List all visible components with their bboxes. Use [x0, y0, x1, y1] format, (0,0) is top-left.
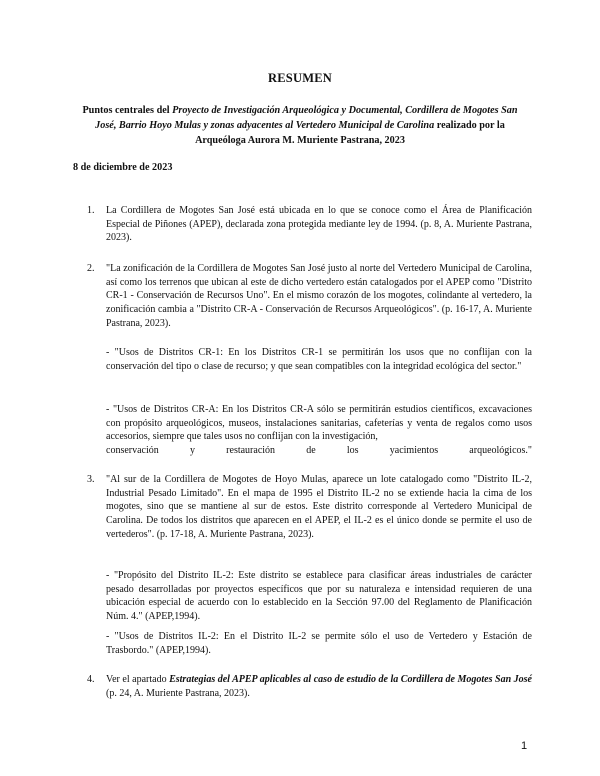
document-subtitle	[78, 103, 522, 148]
page-title: RESUMEN	[268, 71, 332, 85]
page-number: 1	[521, 740, 528, 752]
item-text: La Cordillera de Mogotes San José está ubicada en lo que se conoce como el Área de Planificación Especial de Piñones (APEP), declarada zona protegida mediante ley de 1994. (p. 8, A. Muriente Pastrana, 2023).	[106, 205, 532, 244]
item-text: "La zonificación de la Cordillera de Mogotes San José justo al norte del Vertedero Municipal de Carolina, así como los terrenos que ubican al este de dicho vertedero están catalogados por el APEP como "Distrito CR-1 - Conservación de Recursos Uno". En el mismo corazón de los mogotes, colindante al vertedero, la zonificación cambia a "Distrito CR-A - Conservación de Recursos Arqueológicos". (p. 16-17, A. Muriente Pastrana, 2023).	[106, 263, 532, 329]
subtitle-prefix: Puntos centrales del	[82, 105, 173, 116]
item-quote: - "Propósito del Distrito IL-2: Este distrito se establece para clasificar áreas industriales de carácter pesado desarrolladas por proyectos específicos que por su naturaleza e intensidad requieren de una ubicación especial de acuerdo con lo establecido en la Sección 97.00 del Reglamento de Planificación Núm. 4." (APEP,1994).	[106, 570, 532, 623]
document-date: 8 de diciembre de 2023	[73, 162, 173, 173]
quote-last-line: conservación y restauración de los yacimientos arqueológicos."	[106, 445, 532, 457]
quote-main: - "Usos de Distritos CR-A: En los Distritos CR-A sólo se permitirán estudios científicos, excavaciones con propósito arqueológicos, museos, instalaciones sanitarias, cafeterías y venta de regalos como usos accesorios, siempre que tales usos no conflijan con la investigación,	[106, 404, 532, 443]
subtitle-suffix: realizado por la Arqueóloga Aurora M. Muriente Pastrana, 2023	[195, 120, 505, 146]
item-section-reference: Estrategias del APEP aplicables al caso de estudio de la Cordillera de Mogotes San José	[169, 674, 532, 685]
item-suffix: (p. 24, A. Muriente Pastrana, 2023).	[106, 687, 250, 699]
item-prefix: Ver el apartado	[106, 674, 170, 685]
item-text: "Al sur de la Cordillera de Mogotes de Hoyo Mulas, aparece un lote catalogado como "Distrito IL-2, Industrial Pesado Limitado". En el mapa de 1995 el Distrito IL-2 no se extiende hacia la cima de los mogotes, sino que se mantiene al sur de estos. Este distrito corresponde al Vertedero Municipal de Carolina. De todos los distritos que aparecen en el APEP, el IL-2 es el único donde se permite el uso de vertederos". (p. 17-18, A. Muriente Pastrana, 2023).	[106, 474, 532, 540]
item-quote	[106, 403, 532, 458]
item-number: 4.	[87, 674, 95, 685]
item-text	[106, 673, 532, 700]
item-quote: - "Usos de Distritos IL-2: En el Distrito IL-2 se permite sólo el uso de Vertedero y Estación de Trasbordo." (APEP,1994).	[106, 631, 532, 656]
item-quote: - "Usos de Distritos CR-1: En los Distritos CR-1 se permitirán los usos que no conflijan con la conservación del tipo o clase de recurso; y que sean compatibles con la integridad ecológica del sector."	[106, 347, 532, 372]
item-number: 3.	[87, 474, 95, 485]
item-number: 1.	[87, 205, 95, 216]
subtitle-project-name: Proyecto de Investigación Arqueológica y Documental, Cordillera de Mogotes San José, Barrio Hoyo Mulas y zonas adyacentes al Vertedero Municipal de Carolina	[95, 105, 518, 131]
item-number: 2.	[87, 263, 95, 274]
